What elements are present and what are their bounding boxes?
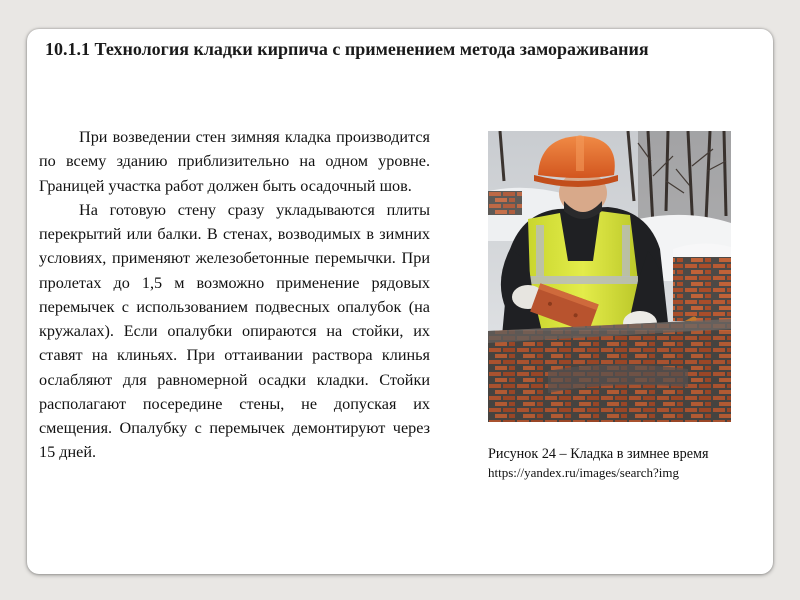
figure-caption: Рисунок 24 – Кладка в зимнее время — [488, 446, 709, 462]
winter-bricklaying-photo — [488, 131, 731, 422]
body-text — [39, 125, 430, 465]
slide-title: 10.1.1 Технология кладки кирпича с применением метода замораживания — [45, 39, 649, 59]
brick-pillar — [673, 251, 731, 321]
figure-source-link[interactable]: https://yandex.ru/images/search?img — [488, 465, 679, 480]
paragraph-1: При возведении стен зимняя кладка производится по всему зданию приблизительно на одном уровне. Границей участка работ должен быть осадочный шов. — [39, 128, 430, 195]
vest-reflective-stripe — [530, 276, 638, 284]
paragraph-2: На готовую стену сразу укладываются плиты перекрытий или балки. В стенах, возводимых в зимних условиях, применяют железобетонные перемычки. При пролетах до 1,5 м возможно применение рядовых перемычек с использованием подвесных опалубок (на кружалах). Если опалубки опираются на стойки, их ставят на клиньях. При оттаивании раствора клинья ослабляют для равномерной осадки кладки. Стойки располагают посередине стены, не допуская их смещения. Опалубку с перемычек демонтируют через 15 дней. — [39, 200, 430, 462]
photo-illustration — [488, 131, 731, 422]
